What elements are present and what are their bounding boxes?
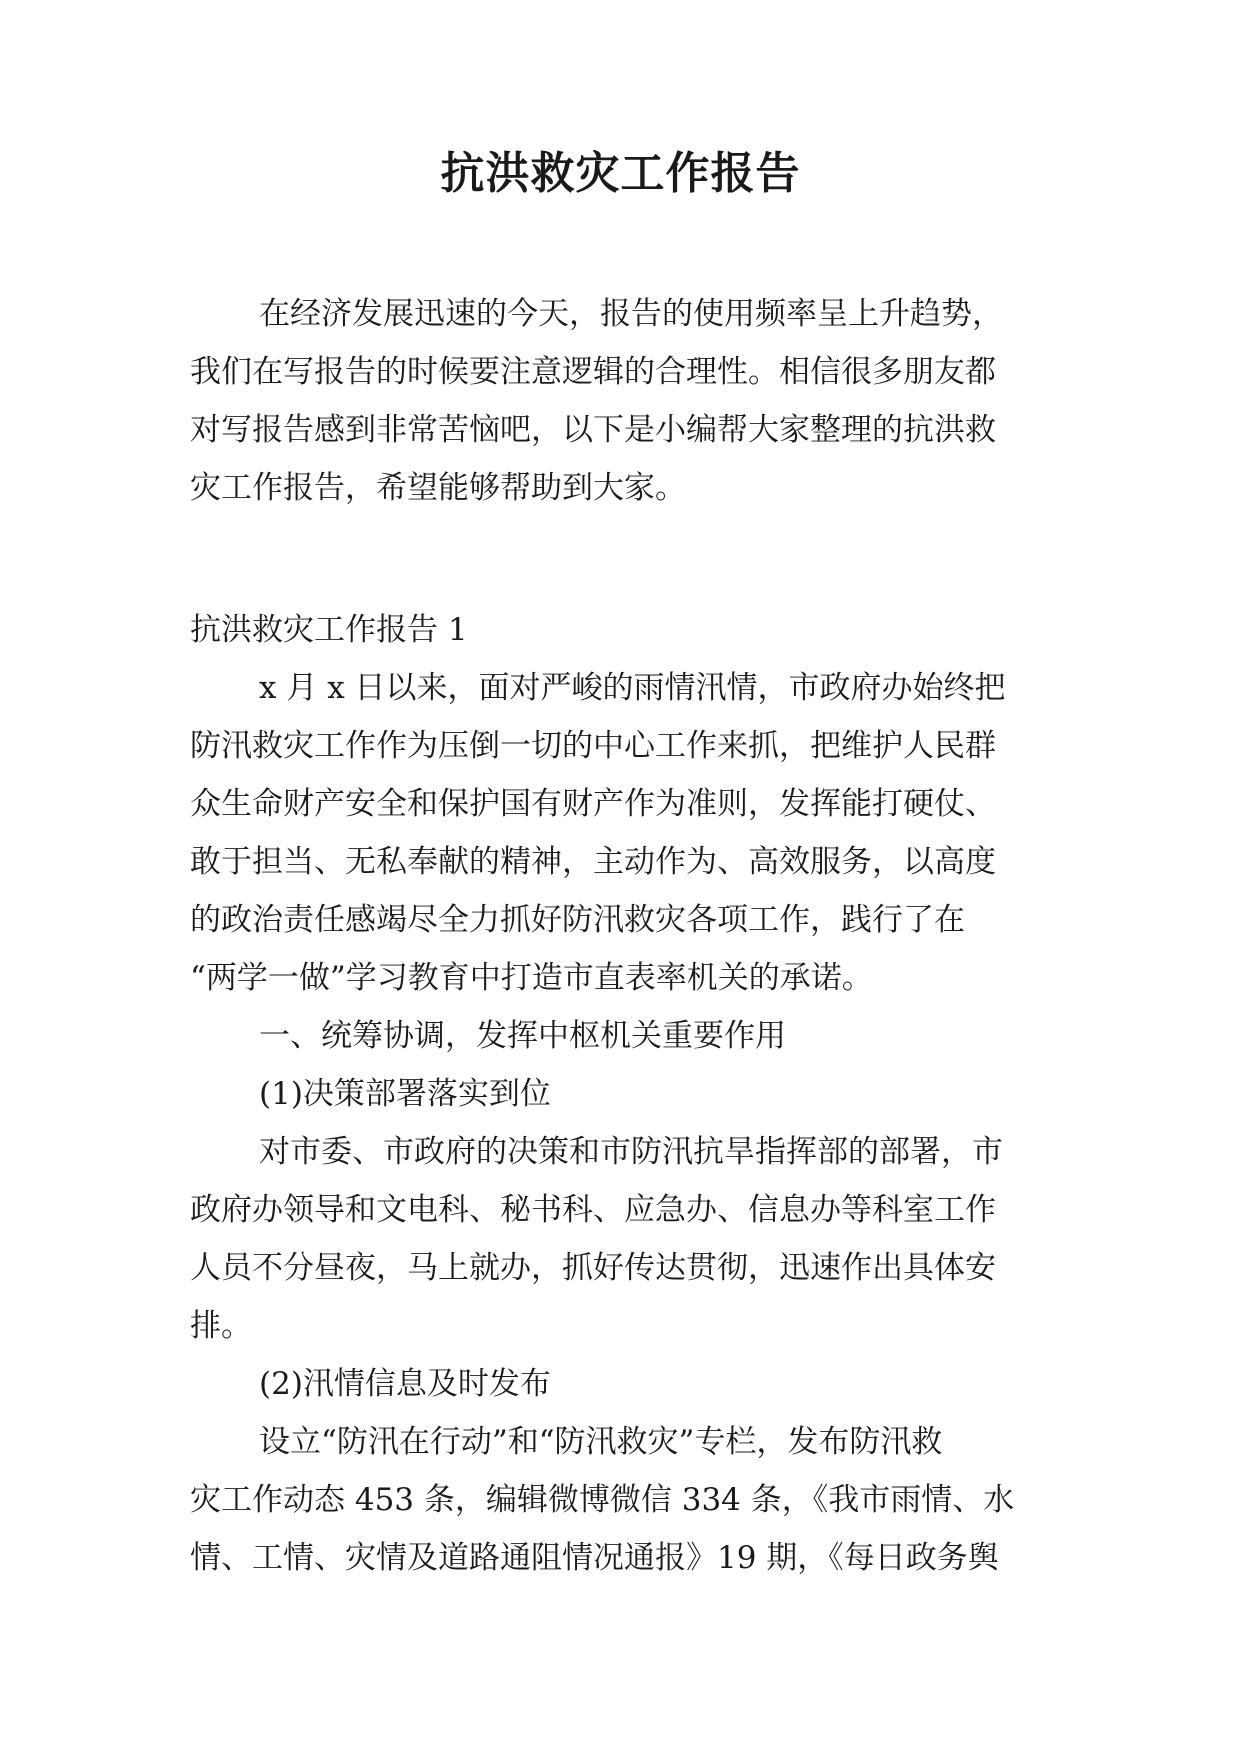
subheading: (2)汛情信息及时发布 <box>259 1366 551 1402</box>
document-body <box>190 285 1070 1587</box>
paragraph-line: 敢于担当、无私奉献的精神，主动作为、高效服务，以高度 <box>190 844 996 880</box>
section-heading: 抗洪救灾工作报告 1 <box>190 612 468 648</box>
paragraph-line: 设立“防汛在行动”和“防汛救灾”专栏，发布防汛救 <box>259 1424 943 1460</box>
paragraph-line: 对市委、市政府的决策和市防汛抗旱指挥部的部署，市 <box>259 1134 1003 1170</box>
intro-line: 我们在写报告的时候要注意逻辑的合理性。相信很多朋友都 <box>190 354 996 390</box>
paragraph-line: 众生命财产安全和保护国有财产作为准则，发挥能打硬仗、 <box>190 786 996 822</box>
paragraph-line: 情、工情、灾情及道路通阻情况通报》19 期，《每日政务舆 <box>190 1540 999 1576</box>
paragraph-line: x 月 x 日以来，面对严峻的雨情汛情，市政府办始终把 <box>259 670 1006 706</box>
paragraph-line: 的政治责任感竭尽全力抓好防汛救灾各项工作，践行了在 <box>190 902 965 938</box>
paragraph-line: 政府办领导和文电科、秘书科、应急办、信息办等科室工作 <box>190 1192 996 1228</box>
heading-level1: 一、统筹协调，发挥中枢机关重要作用 <box>259 1018 786 1054</box>
paragraph-gap <box>190 517 1070 601</box>
paragraph-line: 人员不分昼夜，马上就办，抓好传达贯彻，迅速作出具体安 <box>190 1250 996 1286</box>
paragraph-line: 灾工作动态 453 条，编辑微博微信 334 条，《我市雨情、水 <box>190 1482 1015 1518</box>
paragraph-line: 防汛救灾工作作为压倒一切的中心工作来抓，把维护人民群 <box>190 728 996 764</box>
paragraph-line: “两学一做”学习教育中打造市直表率机关的承诺。 <box>190 960 873 996</box>
paragraph-line: 排。 <box>190 1308 252 1344</box>
document-title: 抗洪救灾工作报告 <box>440 148 801 199</box>
intro-line: 对写报告感到非常苦恼吧，以下是小编帮大家整理的抗洪救 <box>190 412 996 448</box>
subheading: (1)决策部署落实到位 <box>259 1076 551 1112</box>
intro-line: 灾工作报告，希望能够帮助到大家。 <box>190 470 686 506</box>
intro-line: 在经济发展迅速的今天，报告的使用频率呈上升趋势， <box>259 296 1003 332</box>
